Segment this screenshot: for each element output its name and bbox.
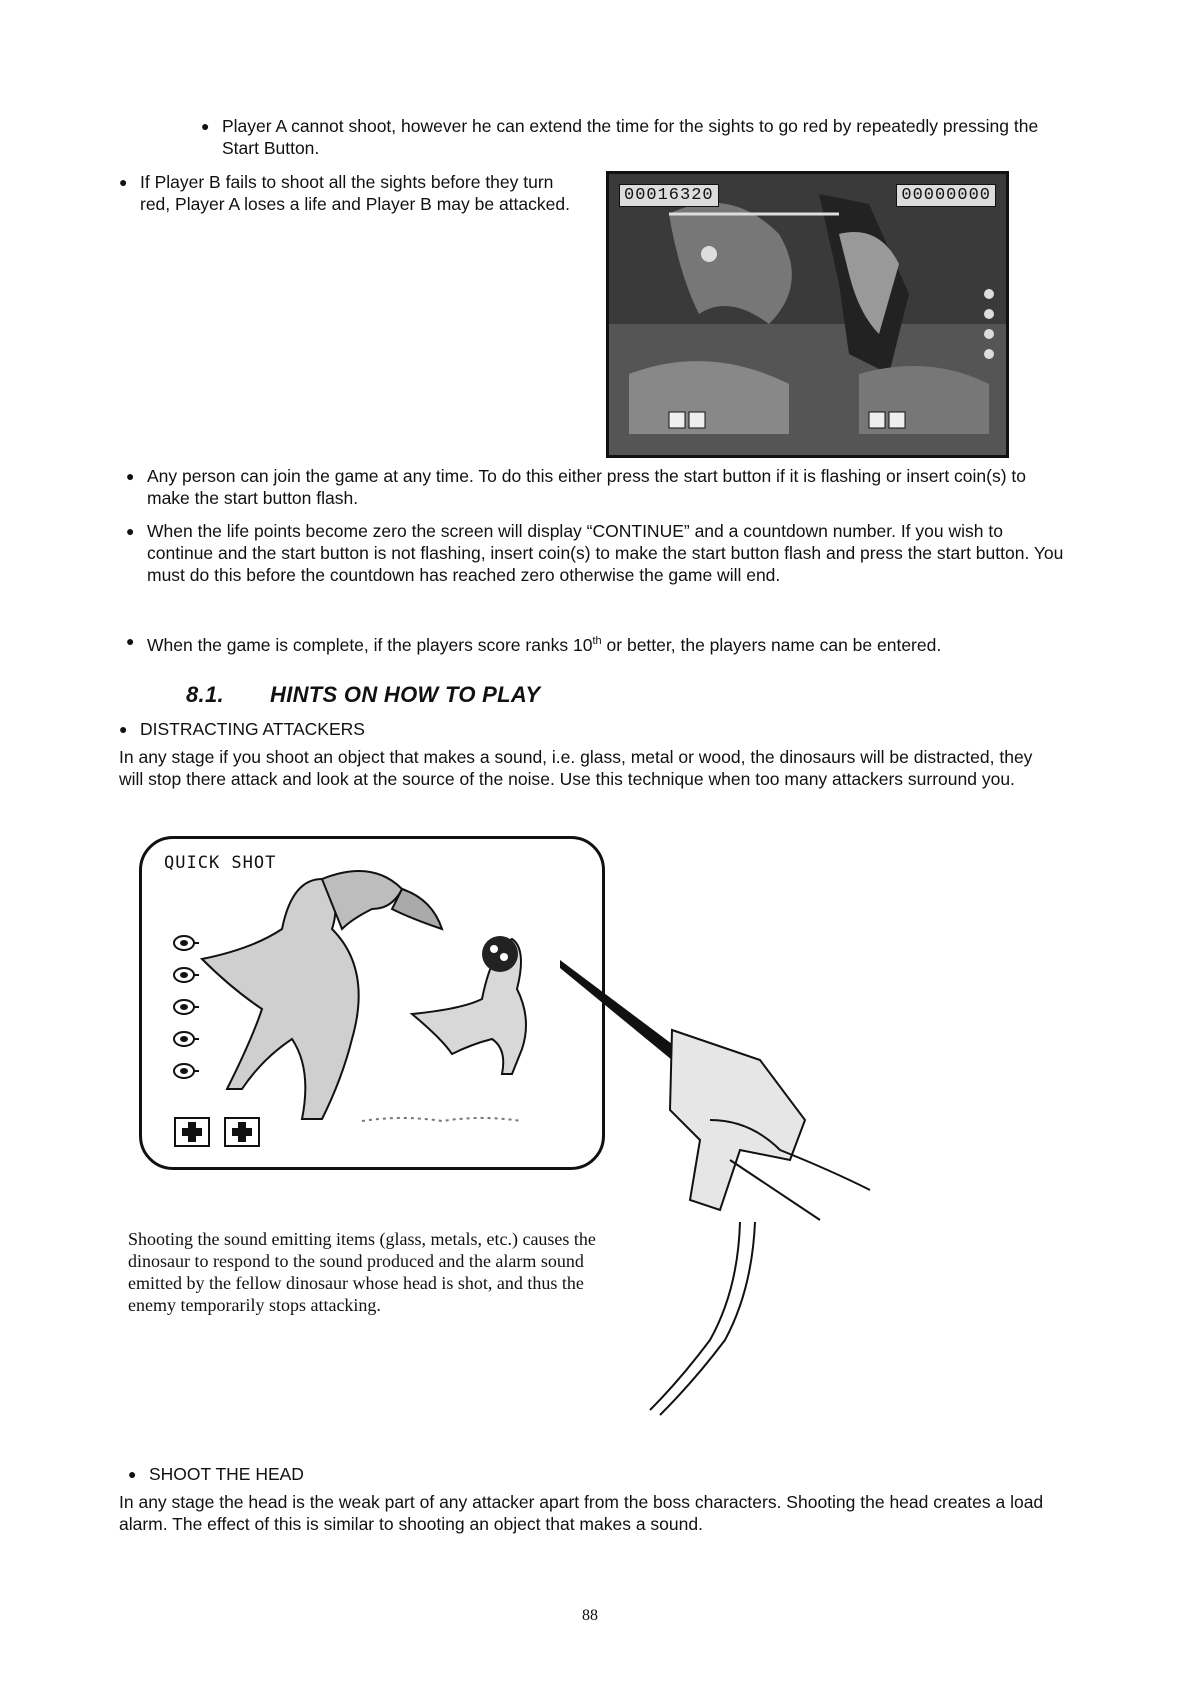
section-title: HINTS ON HOW TO PLAY — [270, 682, 541, 707]
bullet-dot: ● — [126, 468, 135, 484]
game-scene-image — [609, 174, 1006, 455]
score-left: 00016320 — [619, 184, 719, 207]
target-icon — [172, 934, 200, 952]
medkit-icon — [224, 1117, 260, 1147]
game-screenshot — [606, 171, 1009, 458]
light-gun-illustration — [560, 960, 940, 1460]
bullet-text: Player A cannot shoot, however he can extend the time for the sights to go red by repeatedly pressing the Start Button. — [222, 116, 1039, 158]
target-icon — [172, 1062, 200, 1080]
bullet-text-after: or better, the players name can be entered. — [601, 634, 942, 655]
bullet-player-b — [119, 171, 585, 215]
bullet-dot: ● — [201, 118, 210, 134]
bullet-dot: ● — [119, 174, 128, 190]
bullet-dot: ● — [126, 633, 135, 649]
medkit-icon — [174, 1117, 210, 1147]
bullet-text: If Player B fails to shoot all the sights before they turn red, Player A loses a life and Player B may be attacked. — [140, 172, 570, 214]
bullet-player-a — [201, 115, 1042, 159]
bullet-text: Any person can join the game at any time. To do this either press the start button if it is flashing or insert coin(s) to make the start button flash. — [147, 466, 1027, 508]
bullet-high-score — [126, 630, 1072, 656]
score-right: 00000000 — [896, 184, 996, 207]
quick-shot-panel — [139, 836, 605, 1170]
bullet-dot: ● — [126, 523, 135, 539]
target-icon — [172, 1030, 200, 1048]
bullet-distracting — [119, 718, 640, 740]
page-number: 88 — [582, 1607, 598, 1624]
bullet-text: When the life points become zero the screen will display “CONTINUE” and a countdown number. If you wish to continue and the start button is not flashing, insert coin(s) to make the start button flash and press the start button. You must do this before the countdown has reached zero otherwise the game will end. — [147, 521, 1064, 585]
distracting-paragraph: In any stage if you shoot an object that makes a sound, i.e. glass, metal or wood, the dinosaurs will be distracted, they will stop there attack and look at the source of the noise. Use this technique when too many attackers surround you. — [119, 747, 1033, 789]
ordinal-suffix: th — [592, 635, 602, 647]
target-icon — [172, 998, 200, 1016]
shoot-head-paragraph: In any stage the head is the weak part of any attacker apart from the boss characters. Shooting the head creates a load alarm. The effect of this is similar to shooting an object that makes a sound. — [119, 1492, 1044, 1534]
bullet-text-before: When the game is complete, if the players score ranks 10 — [147, 634, 593, 655]
bullet-label: SHOOT THE HEAD — [149, 1464, 304, 1484]
bullet-continue — [126, 520, 1072, 586]
bullet-shoot-head — [128, 1463, 649, 1485]
dinosaur-illustration — [142, 839, 602, 1167]
bullet-dot: ● — [128, 1466, 137, 1482]
bullet-label: DISTRACTING ATTACKERS — [140, 719, 365, 739]
section-heading — [186, 682, 540, 708]
bullet-dot: ● — [119, 721, 128, 737]
target-icon — [172, 966, 200, 984]
panel-label: QUICK SHOT — [164, 853, 277, 873]
bullet-join-game — [126, 465, 1027, 509]
section-number: 8.1. — [186, 682, 224, 707]
illustration-caption: Shooting the sound emitting items (glass, metals, etc.) causes the dinosaur to respond to the sound produced and the alarm sound emitted by the fellow dinosaur whose head is shot, and thus the enemy temporarily stops attacking. — [128, 1229, 596, 1315]
